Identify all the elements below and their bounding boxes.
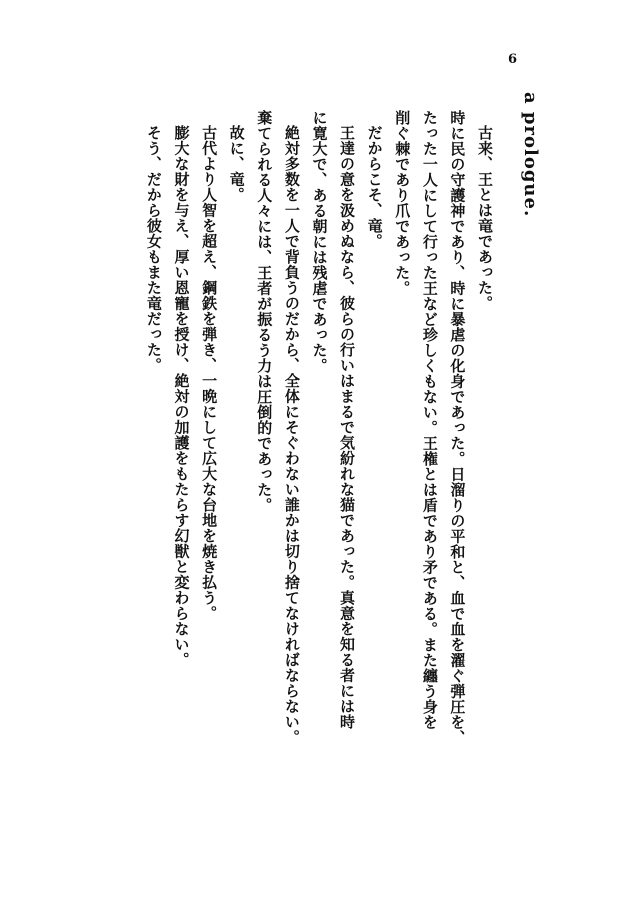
text-line: 削ぐ棘であり爪であった。 <box>393 110 412 296</box>
text-line: そう、だから彼女もまた竜だった。 <box>144 125 163 373</box>
text-line: たった一人にして行った王など珍しくもない。王権とは盾であり矛である。また纏う身を <box>420 110 439 730</box>
chapter-title: a prologue. <box>520 92 541 218</box>
text-line: だからこそ、竜。 <box>365 125 384 249</box>
text-line: 棄てられる人々には、王者が振るう力は圧倒的であった。 <box>255 110 274 513</box>
text-line: 故に、竜。 <box>227 125 246 203</box>
text-line: 王達の意を汲めぬなら、彼らの行いはまるで気紛れな猫であった。真意を知る者には時 <box>338 125 357 730</box>
page-number: 6 <box>508 52 518 67</box>
text-line: 膨大な財を与え、厚い恩寵を授け、絶対の加護をもたらす幻獣と変わらない。 <box>172 125 191 668</box>
text-line: 絶対多数を一人で背負うのだから、全体にそぐわない誰かは切り捨てなければならない。 <box>282 125 301 745</box>
body-text <box>139 110 498 830</box>
text-line: 古代より人智を超え、鋼鉄を弾き、一晩にして広大な台地を焼き払う。 <box>200 125 219 621</box>
text-line: 時に民の守護神であり、時に暴虐の化身であった。日溜りの平和と、血で血を濯ぐ弾圧を、 <box>448 110 467 746</box>
text-line: 古来、王とは竜であった。 <box>476 125 494 311</box>
text-line: に寛大で、ある朝には残虐であった。 <box>310 110 329 374</box>
